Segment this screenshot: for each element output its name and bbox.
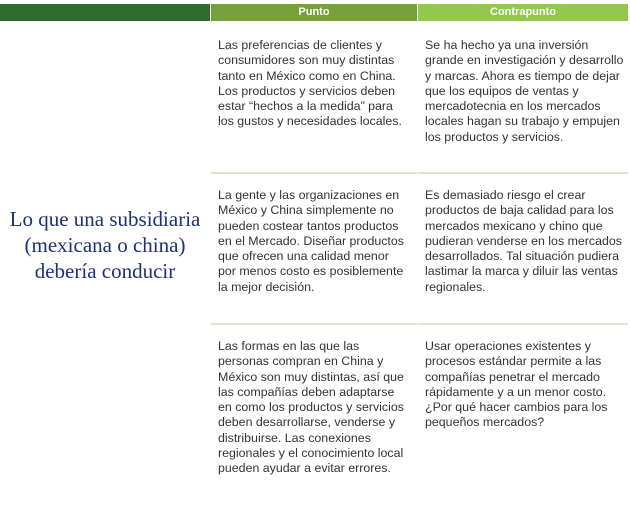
header-contrapunto-label: Contrapunto xyxy=(490,6,556,18)
contrapunto-cell-3: Usar operaciones existentes y procesos estándar permite a las compañías penetrar el mercado rápidamente y a un menor costo. ¿Por qué hacer cambios para los pequeños mercados? xyxy=(425,339,608,430)
contrapunto-cell-2: Es demasiado riesgo el crear productos de baja calidad para los mercados mexicano y chino que pudieran venderse en los mercados desarrollados. Tal situación pudiera lastimar la marca y diluir las ventas regionales. xyxy=(425,188,622,294)
row-divider xyxy=(418,323,628,325)
row-label: Lo que una subsidiaria (mexicana o china) debería conducir xyxy=(9,207,201,283)
punto-cell-3: Las formas en las que las personas compran en China y México son muy distintas, así que las compañías deben adaptarse en como los productos y servicios deben desarrollarse, venderse y distribuirse. Las conexiones regionales y el conocimiento local pueden ayudar a evitar errores. xyxy=(218,339,404,476)
punto-cell-1: Las preferencias de clientes y consumidores son muy distintas tanto en México como en China. Los productos y servicios deben estar “hechos a la medida” para los gustos y necesidades locales. xyxy=(218,38,402,129)
row-divider xyxy=(418,172,628,174)
header-contrapunto xyxy=(418,4,628,21)
row-divider xyxy=(211,172,417,174)
header-punto-label: Punto xyxy=(298,6,330,18)
header-blank-cell xyxy=(0,4,210,21)
header-punto xyxy=(211,4,417,21)
row-divider xyxy=(211,323,417,325)
punto-cell-2: La gente y las organizaciones en México y China simplemente no pueden costear tantos productos en el Mercado. Diseñar productos que ofrecen una calidad menor por menos costo es posiblemente la mejor decisión. xyxy=(218,188,404,294)
contrapunto-cell-1: Se ha hecho ya una inversión grande en investigación y desarrollo y marcas. Ahora es tiempo de dejar que los equipos de ventas y mercadotecnia en los mercados locales hagan su trabajo y empujen los productos y servicios. xyxy=(425,38,624,144)
